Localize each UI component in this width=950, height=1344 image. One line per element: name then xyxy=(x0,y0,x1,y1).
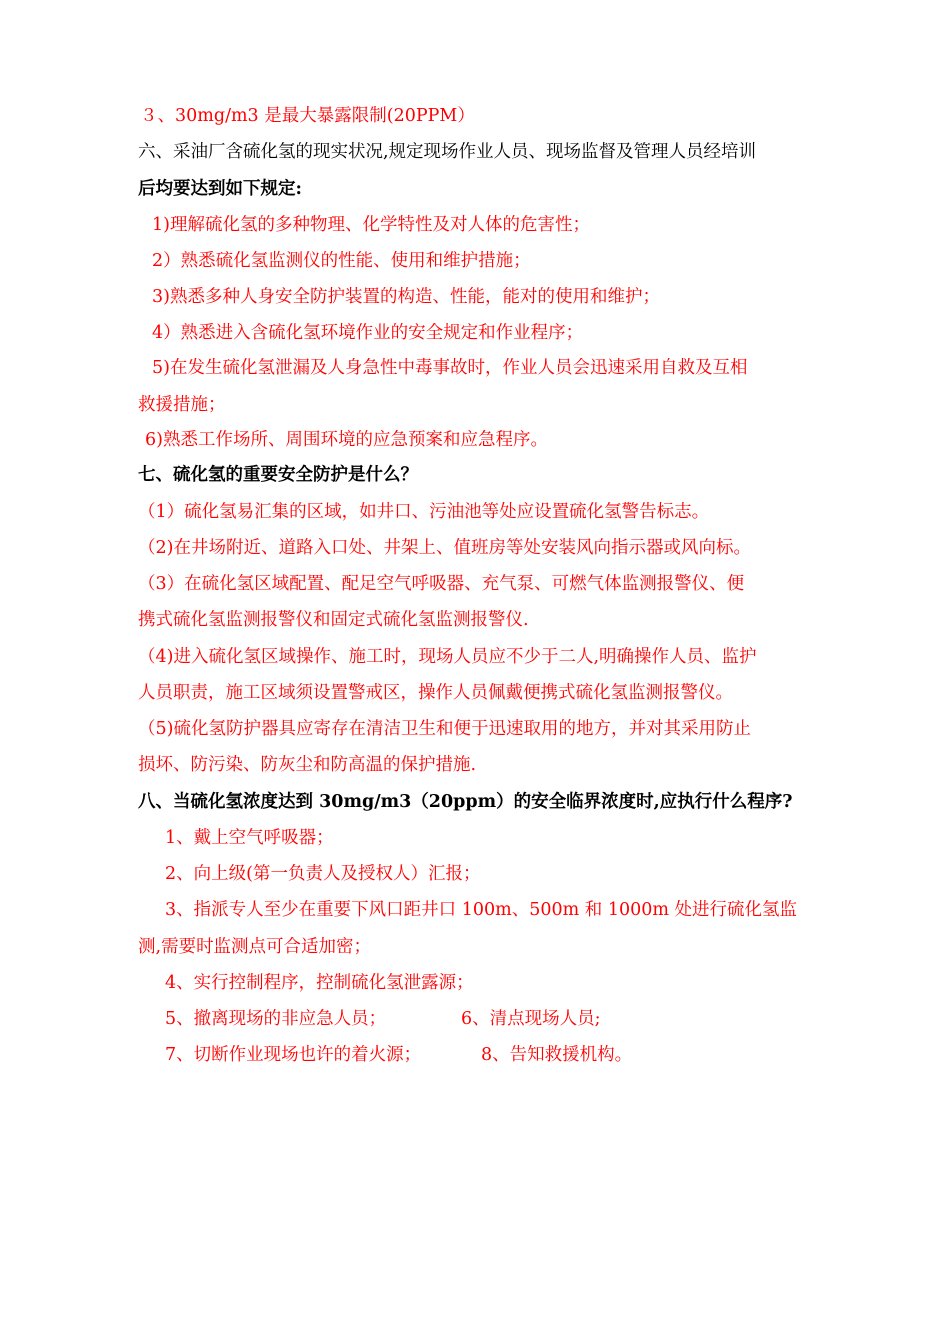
section6-item-6: 6)熟悉工作场所、周围环境的应急预案和应急程序。 xyxy=(145,430,548,450)
section8-step-7: 7、切断作业现场也许的着火源； xyxy=(165,1045,422,1065)
section7-item-1: （1）硫化氢易汇集的区域，如井口、污油池等处应设置硫化氢警告标志。 xyxy=(138,502,710,522)
section8-step-6: 6、清点现场人员; xyxy=(461,1009,601,1029)
section7-item-5-continued: 损坏、防污染、防灰尘和防高温的保护措施. xyxy=(138,755,477,775)
exposure-limit-line: ３、30mg/m3 是最大暴露限制(20PPM） xyxy=(140,106,475,126)
section7-item-2: （2)在井场附近、道路入口处、井架上、值班房等处安装风向指示器或风向标。 xyxy=(138,538,751,558)
section8-step-4: 4、实行控制程序，控制硫化氢泄露源； xyxy=(165,973,474,993)
section7-item-4: （4)进入硫化氢区域操作、施工时，现场人员应不少于二人,明确操作人员、监护 xyxy=(138,647,757,667)
section7-item-5: （5)硫化氢防护器具应寄存在清洁卫生和便于迅速取用的地方，并对其采用防止 xyxy=(138,719,751,739)
section6-item-3: 3)熟悉多种人身安全防护装置的构造、性能，能对的使用和维护； xyxy=(152,287,660,307)
section6-item-1: 1)理解硫化氢的多种物理、化学特性及对人体的危害性； xyxy=(152,215,590,235)
section8-step-3: 3、指派专人至少在重要下风口距井口 100m、500m 和 1000m 处进行硫化氢监 xyxy=(165,900,798,920)
section8-step-5: 5、撤离现场的非应急人员； xyxy=(165,1009,387,1029)
section6-item-4: 4）熟悉进入含硫化氢环境作业的安全规定和作业程序； xyxy=(152,323,584,343)
section7-item-3-continued: 携式硫化氢监测报警仪和固定式硫化氢监测报警仪. xyxy=(138,610,529,630)
section7-item-4-continued: 人员职责，施工区域须设置警戒区，操作人员佩戴便携式硫化氢监测报警仪。 xyxy=(138,683,733,703)
section8-step-2: 2、向上级(第一负责人及授权人）汇报； xyxy=(165,864,481,884)
section7-item-3: （3）在硫化氢区域配置、配足空气呼吸器、充气泵、可燃气体监测报警仪、便 xyxy=(138,574,745,594)
section8-step-1: 1、戴上空气呼吸器； xyxy=(165,828,334,848)
section6-heading-line2: 后均要达到如下规定: xyxy=(138,179,302,199)
section8-step-3-continued: 测,需要时监测点可合适加密； xyxy=(138,937,372,957)
section6-item-5: 5)在发生硫化氢泄漏及人身急性中毒事故时，作业人员会迅速采用自救及互相 xyxy=(152,358,748,378)
section8-heading: 八、当硫化氢浓度达到 30mg/m3（20ppm）的安全临界浓度时,应执行什么程序? xyxy=(138,792,793,812)
section6-heading-line1: 六、采油厂含硫化氢的现实状况,规定现场作业人员、现场监督及管理人员经培训 xyxy=(138,142,757,162)
section7-heading: 七、硫化氢的重要安全防护是什么？ xyxy=(138,465,418,485)
section6-item-5-continued: 救援措施； xyxy=(138,395,226,415)
section6-item-2: 2）熟悉硫化氢监测仪的性能、使用和维护措施； xyxy=(152,251,531,271)
section8-step-8: 8、告知救援机构。 xyxy=(481,1045,633,1065)
